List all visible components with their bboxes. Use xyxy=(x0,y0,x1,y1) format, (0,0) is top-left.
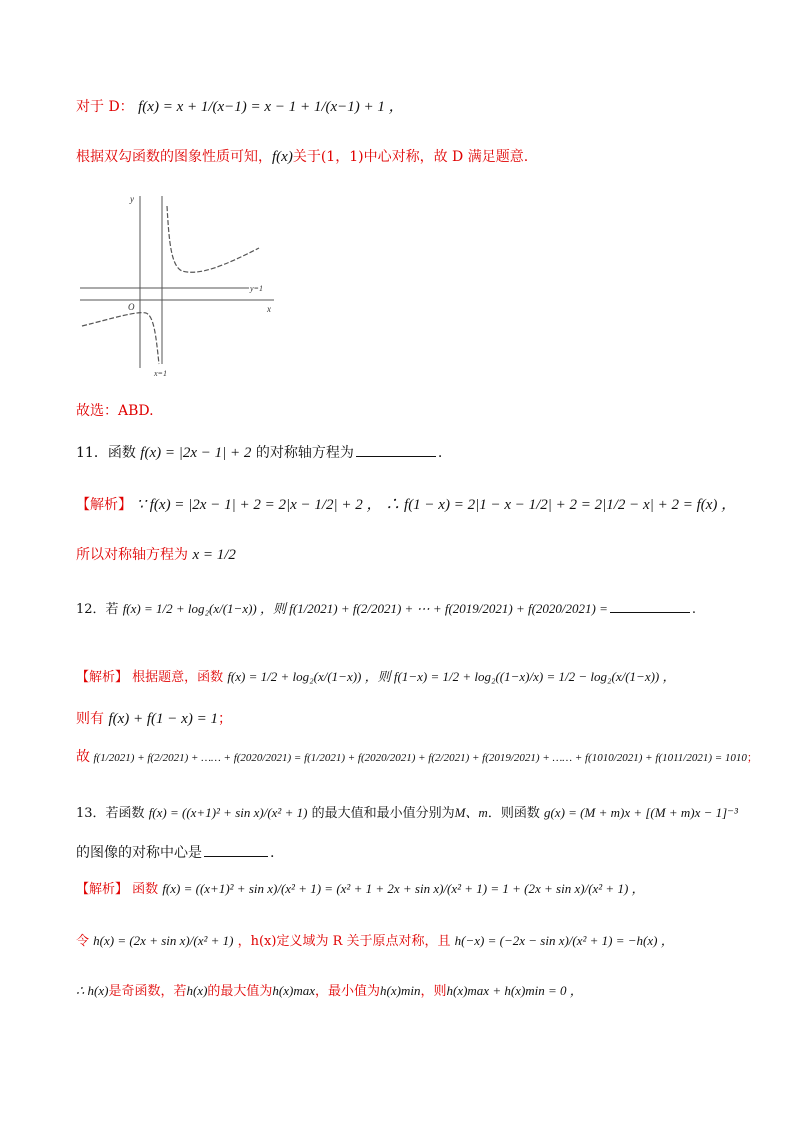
q11-conclusion: 所以对称轴方程为 x = 1/2 xyxy=(76,547,236,563)
q12-then: 则有 f(x) + f(1 − x) = 1； xyxy=(76,711,232,727)
solution-tag: 【解析】 xyxy=(76,670,129,685)
y-axis-label: y xyxy=(130,194,134,204)
x-axis-label: x xyxy=(267,304,271,314)
q11-solution: 【解析】 ∵ f(x) = |2x − 1| + 2 = 2|x − 1/2| + 2 ， ∴ f(1 − x) = 2|1 − x − 1/2| + 2 = 2|1/2 − x| + 2 = f(x) ， xyxy=(76,497,737,513)
question-13-cont: 的图像的对称中心是 . xyxy=(76,845,275,861)
right-branch xyxy=(167,206,259,272)
solution-tag: 【解析】 xyxy=(76,882,129,897)
vertical-asymptote-label: x=1 xyxy=(154,369,167,376)
left-branch xyxy=(82,313,159,364)
answer-line: 故选：ABD. xyxy=(76,403,154,419)
question-12: 12．若 f(x) = 1/2 + log₂(x/(1−x)) ，则 f(1/2021) + f(2/2021) + ⋯ + f(2019/2021) + f(2020/2021) = . xyxy=(76,601,697,617)
q12-hence: 故 f(1/2021) + f(2/2021) + …… + f(2020/2021) = f(1/2021) + f(2020/2021) + f(2/2021) + f(2019/2021) + …… + f(1010/2021) + f(1011/2021) = 1010； xyxy=(76,749,758,765)
d-formula: f(x) = x + 1/(x−1) = x − 1 + 1/(x−1) + 1 ， xyxy=(138,99,404,115)
hyperbola-graph xyxy=(74,186,284,376)
question-13: 13．若函数 f(x) = ((x+1)² + sin x)/(x² + 1) 的最大值和最小值分别为M、m．则函数 g(x) = (M + m)x + [(M + m)x − 1]⁻³ xyxy=(76,805,738,821)
answer-blank[interactable] xyxy=(356,456,436,457)
q13-let: 令 h(x) = (2x + sin x)/(x² + 1) ，h(x)定义域为 R 关于原点对称，且 h(−x) = (−2x − sin x)/(x² + 1) = −h(x) ， xyxy=(76,933,674,949)
q12-solution: 【解析】 根据题意，函数 f(x) = 1/2 + log₂(x/(1−x)) ，则 f(1−x) = 1/2 + log₂((1−x)/x) = 1/2 − log₂(x/(1−x)) ， xyxy=(76,669,676,685)
answer-blank[interactable] xyxy=(610,612,690,613)
horizontal-asymptote-label: y=1 xyxy=(250,284,263,293)
q13-solution: 【解析】 函数 f(x) = ((x+1)² + sin x)/(x² + 1) = (x² + 1 + 2x + sin x)/(x² + 1) = 1 + (2x + sin x)/(x² + 1) ， xyxy=(76,881,645,897)
q13-odd: ∴ h(x)是奇函数，若h(x)的最大值为h(x)max，最小值为h(x)min，则h(x)max + h(x)min = 0 ， xyxy=(76,983,583,999)
answer-blank[interactable] xyxy=(204,856,268,857)
solution-tag: 【解析】 xyxy=(76,497,132,513)
d-option-line: 对于 D： f(x) = x + 1/(x−1) = x − 1 + 1/(x−1) + 1 ， xyxy=(76,99,404,115)
d-note-line: 根据双勾函数的图象性质可知，f(x)关于(1，1)中心对称，故 D 满足题意. xyxy=(76,149,529,165)
question-11: 11．函数 f(x) = |2x − 1| + 2 的对称轴方程为 . xyxy=(76,445,443,461)
origin-label: O xyxy=(128,302,135,312)
